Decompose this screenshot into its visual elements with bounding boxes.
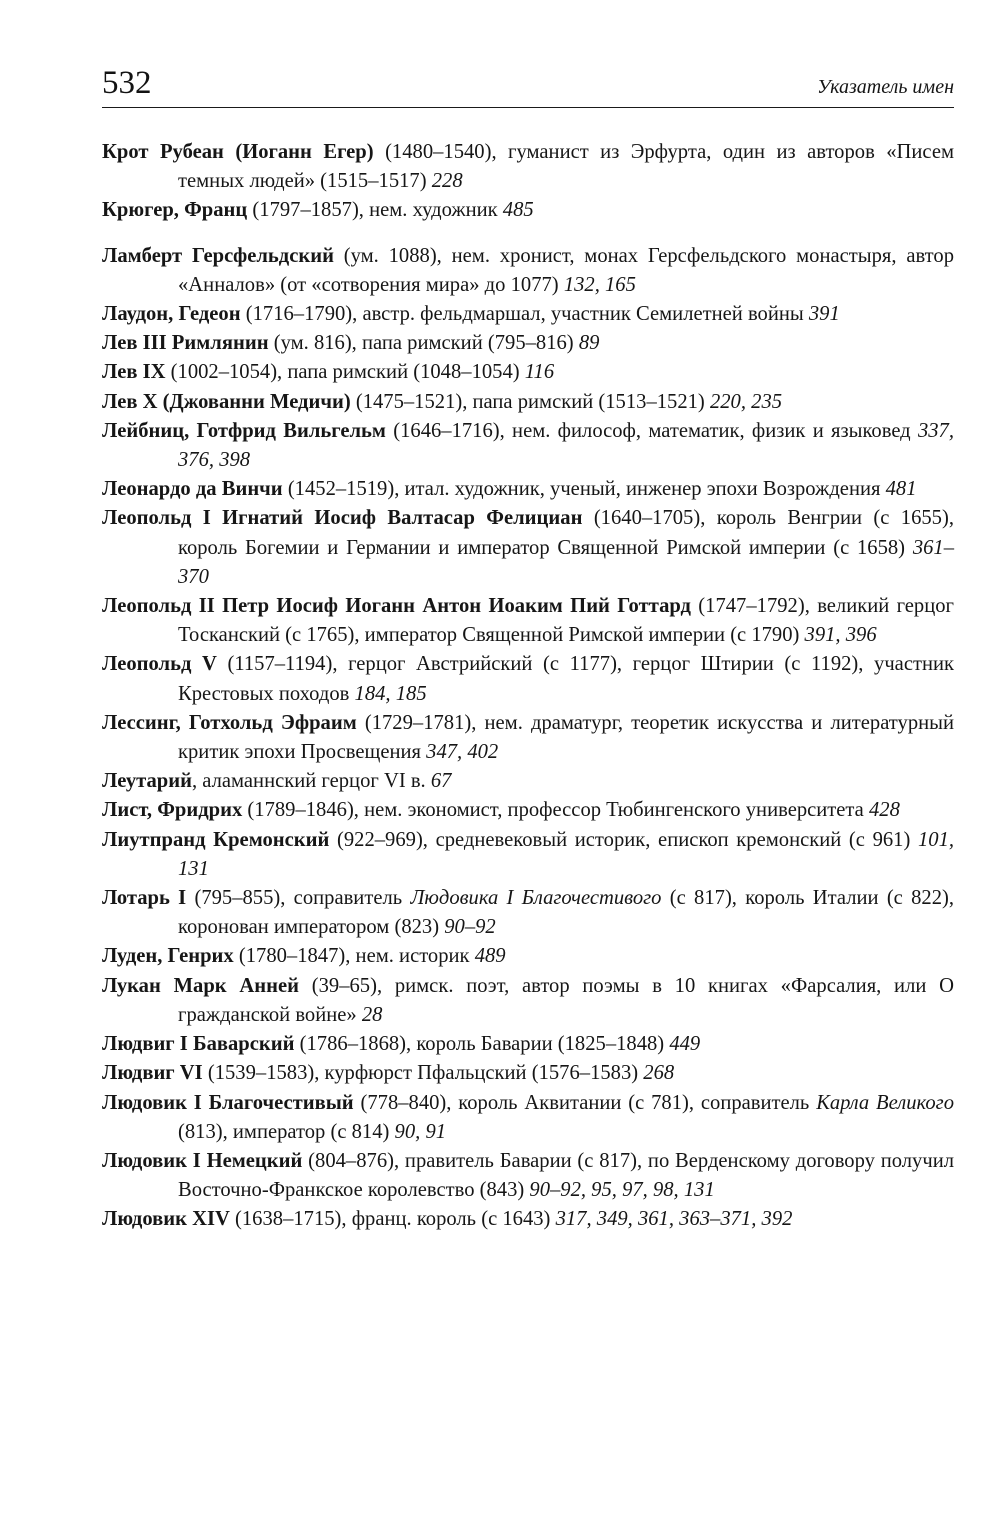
- entry-text: (1780–1847), нем. историк: [233, 945, 475, 968]
- entry-text: (795–855), соправитель: [186, 887, 411, 910]
- entry-name: Леутарий: [102, 770, 192, 793]
- entry-italic-ref: 101, 131: [178, 828, 955, 880]
- entry-name: Крюгер, Франц: [102, 199, 248, 222]
- entry-text: , аламаннский герцог VI в.: [191, 770, 431, 793]
- entry-text: (39–65), римск. поэт, автор поэмы в 10 книгах «Фарсалия, или О гражданской войне»: [178, 974, 954, 1026]
- entry-italic-ref: 449: [669, 1033, 701, 1056]
- entry-text: (1789–1846), нем. экономист, профессор Тюбингенского университета: [242, 799, 869, 822]
- entry-italic-ref: 268: [643, 1062, 675, 1085]
- entry-text: (с 817), король Италии (с 822), коронован императором (823): [178, 887, 955, 939]
- entry-italic-ref: 228: [431, 170, 463, 193]
- index-entry-lambert: [102, 242, 954, 300]
- entry-name: Лев III Римлянин: [102, 332, 269, 355]
- entry-name: Леопольд V: [102, 653, 217, 676]
- entry-name: Людовик I Немецкий: [102, 1149, 303, 1172]
- entry-name: Лиутпранд Кремонский: [102, 828, 330, 851]
- entry-text: (1539–1583), курфюрст Пфальцский (1576–1583): [202, 1062, 644, 1085]
- index-entry-ludwig-i: [102, 1030, 954, 1059]
- entry-text: (ум. 816), папа римский (795–816): [268, 332, 579, 355]
- entry-italic-ref: 317, 349, 361, 363–371, 392: [555, 1208, 793, 1231]
- entry-italic-ref: 132, 165: [563, 273, 636, 296]
- entry-italic-ref: 361–370: [178, 536, 954, 588]
- entry-text: (1729–1781), нем. драматург, теоретик искусства и литературный критик эпохи Просвещения: [178, 711, 954, 764]
- page-header: [102, 64, 954, 104]
- entry-name: Людвиг I Баварский: [102, 1033, 295, 1056]
- index-entry-ludwig-vi: [102, 1059, 954, 1088]
- entry-text: (1475–1521), папа римский (1513–1521): [350, 390, 710, 413]
- entry-name: Леопольд II Петр Иосиф Иоганн Антон Иоаким Пий Готтард: [102, 595, 691, 618]
- entry-name: Луден, Генрих: [102, 945, 234, 968]
- entry-italic-ref: 428: [868, 799, 900, 822]
- header-rule: [102, 107, 954, 108]
- index-entry-leibniz: [102, 417, 954, 475]
- entry-name: Людовик I Благочестивый: [102, 1091, 354, 1114]
- entry-italic-ref: 485: [502, 199, 534, 222]
- name-index-list: [102, 138, 954, 1235]
- entry-text: (1638–1715), франц. король (с 1643): [229, 1208, 556, 1231]
- entry-italic-ref: 220, 235: [709, 390, 783, 413]
- entry-italic-ref: 67: [430, 770, 452, 793]
- index-entry-ludovik-i-blag: [102, 1089, 954, 1147]
- index-entry-leopold-ii: [102, 592, 954, 650]
- entry-italic-ref: Карла Великого: [816, 1091, 955, 1114]
- entry-name: Лессинг, Готхольд Эфраим: [102, 711, 357, 734]
- entry-text: (1797–1857), нем. художник: [247, 199, 503, 222]
- entry-italic-ref: 391, 396: [804, 624, 877, 647]
- index-entry-leutariy: [102, 767, 954, 796]
- entry-italic-ref: 481: [885, 478, 917, 501]
- entry-text: (1646–1716), нем. философ, математик, физик и языковед: [385, 419, 918, 442]
- index-entry-list: [102, 796, 954, 825]
- entry-text: (1716–1790), австр. фельдмаршал, участник Семилетней войны: [240, 303, 809, 326]
- entry-name: Людвиг VI: [102, 1062, 203, 1085]
- entry-name: Лист, Фридрих: [102, 799, 243, 822]
- index-entry-leopold-i: [102, 504, 954, 592]
- index-entry-liutprand: [102, 826, 954, 884]
- index-entry-lukan: [102, 972, 954, 1030]
- entry-name: Лев X (Джованни Медичи): [102, 390, 351, 413]
- running-head: Указатель имен: [817, 76, 954, 98]
- entry-text: (1747–1792), великий герцог Тосканский (с 1765), император Священной Римской империи (с 1790): [178, 595, 954, 647]
- entry-name: Лотарь I: [102, 887, 187, 910]
- index-entry-leonardo: [102, 475, 954, 504]
- entry-text: (1640–1705), король Венгрии (с 1655), король Богемии и Германии и император Священной Римской империи (с 1658): [178, 507, 954, 559]
- entry-text: (778–840), король Аквитании (с 781), соправитель: [353, 1091, 817, 1114]
- index-entry-ludovik-xiv: [102, 1205, 954, 1234]
- entry-italic-ref: 116: [524, 361, 555, 384]
- index-entry-laudon: [102, 300, 954, 329]
- entry-name: Лейбниц, Готфрид Вильгельм: [102, 419, 386, 442]
- entry-italic-ref: 184, 185: [354, 682, 427, 705]
- index-entry-leopold-v: [102, 650, 954, 708]
- entry-italic-ref: 347, 402: [426, 741, 499, 764]
- entry-text: (922–969), средневековый историк, епископ кремонский (с 961): [329, 828, 918, 851]
- entry-italic-ref: Людовика I Благочестивого: [410, 887, 662, 910]
- entry-text: (1157–1194), герцог Австрийский (с 1177), герцог Штирии (с 1192), участник Крестовых походов: [178, 653, 955, 705]
- entry-text: (804–876), правитель Баварии (с 817), по Верденскому договору получил Восточно-Франкское королевство (843): [178, 1149, 954, 1202]
- page-number: 532: [102, 65, 152, 101]
- entry-name: Лев IX: [102, 361, 166, 384]
- entry-name: Лаудон, Гедеон: [102, 303, 241, 326]
- entry-text: (1480–1540), гуманист из Эрфурта, один из авторов «Писем темных людей» (1515–1517): [178, 141, 954, 193]
- index-entry-krot-rubean: [102, 138, 954, 196]
- entry-text: (813), император (с 814): [178, 1120, 395, 1143]
- entry-italic-ref: 90–92: [444, 916, 496, 939]
- index-entry-lev-iii: [102, 329, 954, 358]
- index-entry-kryuger: [102, 196, 954, 225]
- entry-italic-ref: 391: [808, 303, 840, 326]
- entry-name: Людовик XIV: [102, 1208, 230, 1231]
- entry-text: (1452–1519), итал. художник, ученый, инженер эпохи Возрождения: [282, 478, 886, 501]
- entry-name: Крот Рубеан (Иоганн Егер): [102, 141, 374, 163]
- entry-italic-ref: 28: [361, 1003, 383, 1026]
- entry-name: Лукан Марк Анней: [102, 974, 299, 997]
- index-entry-luden: [102, 942, 954, 971]
- index-entry-lotar-i: [102, 884, 954, 942]
- index-entry-lev-x: [102, 388, 954, 417]
- entry-text: (ум. 1088), нем. хронист, монах Герсфельдского монастыря, автор «Анналов» (от «сотворения мира» до 1077): [178, 244, 954, 296]
- index-entry-lev-ix: [102, 358, 954, 387]
- entry-name: Леонардо да Винчи: [102, 478, 283, 501]
- entry-italic-ref: 90–92, 95, 97, 98, 131: [529, 1179, 715, 1202]
- entry-name: Леопольд I Игнатий Иосиф Валтасар Фелициан: [102, 507, 583, 530]
- entry-italic-ref: 90, 91: [394, 1120, 447, 1143]
- entry-text: (1786–1868), король Баварии (1825–1848): [294, 1033, 670, 1056]
- entry-italic-ref: 89: [578, 332, 600, 355]
- entry-italic-ref: 337, 376, 398: [178, 419, 954, 472]
- index-entry-lessing: [102, 709, 954, 767]
- index-entry-ludovik-i-nem: [102, 1147, 954, 1205]
- entry-text: (1002–1054), папа римский (1048–1054): [165, 361, 525, 384]
- entry-name: Ламберт Герсфельдский: [102, 244, 334, 267]
- entry-italic-ref: 489: [474, 945, 506, 968]
